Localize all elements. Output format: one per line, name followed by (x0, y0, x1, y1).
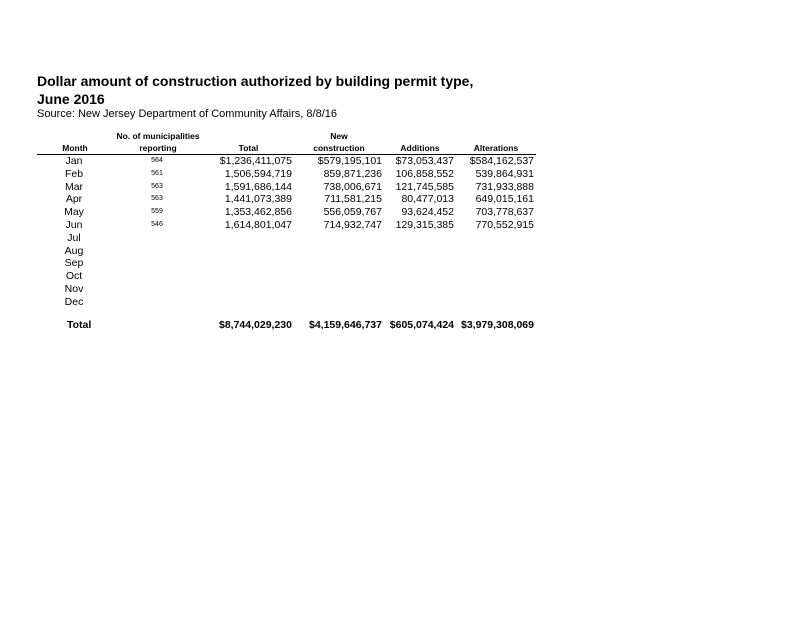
cell-alterations (456, 245, 536, 258)
cell-municipalities (113, 283, 203, 296)
cell-additions (384, 232, 456, 245)
header-blank (37, 130, 113, 142)
cell-total (203, 270, 294, 283)
cell-month: Jul (67, 231, 81, 244)
permit-table (37, 130, 536, 331)
cell-additions (384, 270, 456, 283)
table-row (37, 181, 536, 194)
cell-month: Nov (64, 282, 84, 295)
table-row (37, 193, 536, 206)
header-blank (456, 130, 536, 142)
total-row (37, 319, 536, 332)
cell-new-construction: 556,059,767 (323, 206, 382, 219)
table-row (37, 168, 536, 181)
cell-new-construction (294, 296, 384, 309)
cell-additions: 121,745,585 (395, 180, 454, 193)
cell-additions: 106,858,552 (395, 167, 454, 180)
cell-alterations: 770,552,915 (475, 218, 534, 231)
cell-total: $1,236,411,075 (219, 155, 292, 167)
cell-month: Oct (65, 270, 83, 283)
cell-additions (384, 257, 456, 270)
header-new-line2: construction (294, 142, 384, 155)
cell-municipalities (113, 270, 203, 283)
header-additions: Additions (384, 142, 456, 155)
cell-alterations (456, 257, 536, 270)
total-new-construction: $4,159,646,737 (309, 318, 382, 331)
cell-total: 1,591,686,144 (224, 180, 292, 193)
cell-alterations (456, 232, 536, 245)
cell-additions (384, 283, 456, 296)
total-total: $8,744,029,230 (219, 318, 292, 331)
spacer-row (37, 309, 536, 319)
table-row (37, 257, 536, 270)
cell-municipalities: 563 (151, 195, 163, 203)
cell-alterations (456, 270, 536, 283)
cell-new-construction (294, 270, 384, 283)
cell-additions: 93,624,452 (401, 206, 454, 219)
cell-municipalities: 564 (151, 157, 163, 164)
cell-total (203, 245, 294, 258)
cell-month: May (64, 206, 84, 219)
cell-new-construction: 859,871,236 (323, 167, 382, 180)
cell-total: 1,614,801,047 (224, 218, 292, 231)
cell-alterations: 731,933,888 (475, 180, 534, 193)
cell-alterations: 539,864,931 (475, 167, 534, 180)
cell-new-construction (294, 245, 384, 258)
cell-additions: 80,477,013 (401, 193, 454, 206)
cell-month: Aug (64, 244, 84, 257)
cell-new-construction (294, 283, 384, 296)
cell-month: Mar (64, 180, 84, 193)
header-municipalities-line2: reporting (113, 142, 203, 155)
header-municipalities-line1: No. of municipalities (116, 131, 200, 141)
spacer-cell (37, 309, 536, 319)
title-line-1: Dollar amount of construction authorized by building permit type, (37, 73, 474, 89)
cell-municipalities (113, 232, 203, 245)
cell-month: Dec (64, 295, 84, 308)
cell-new-construction (294, 232, 384, 245)
table-row (37, 296, 536, 309)
cell-month: Sep (64, 257, 84, 270)
cell-alterations: 703,778,637 (475, 206, 534, 219)
total-alterations: $3,979,308,069 (461, 318, 534, 331)
cell-total: 1,353,462,856 (224, 206, 292, 219)
cell-total (203, 232, 294, 245)
cell-additions (384, 296, 456, 309)
header-blank (384, 130, 456, 142)
cell-total (203, 296, 294, 309)
report-title (37, 72, 473, 108)
table-row (37, 206, 536, 219)
cell-month: Feb (64, 167, 84, 180)
total-municipalities (113, 319, 203, 332)
header-month: Month (37, 142, 113, 155)
cell-municipalities (113, 257, 203, 270)
cell-additions: 129,315,385 (395, 218, 454, 231)
header-blank (203, 130, 294, 142)
cell-alterations: $584,162,537 (469, 155, 534, 167)
cell-total (203, 257, 294, 270)
cell-total: 1,506,594,719 (224, 167, 292, 180)
header-row-1 (37, 130, 536, 142)
table-row (37, 155, 536, 168)
cell-new-construction: 711,581,215 (324, 193, 382, 206)
header-alterations: Alterations (456, 142, 536, 155)
cell-total: 1,441,073,389 (224, 193, 292, 206)
cell-municipalities: 561 (151, 169, 163, 177)
cell-municipalities: 546 (151, 220, 163, 228)
header-new-line1: New (330, 131, 348, 141)
table-row (37, 245, 536, 258)
cell-new-construction: 738,006,671 (323, 180, 382, 193)
header-row-2 (37, 142, 536, 155)
cell-alterations (456, 283, 536, 296)
table-row (37, 270, 536, 283)
cell-additions (384, 245, 456, 258)
source-note: Source: New Jersey Department of Community Affairs, 8/8/16 (37, 108, 337, 120)
cell-alterations: 649,015,161 (475, 193, 534, 206)
cell-month: Apr (65, 193, 83, 206)
header-total: Total (203, 142, 294, 155)
cell-new-construction (294, 257, 384, 270)
total-label: Total (67, 318, 92, 331)
cell-alterations (456, 296, 536, 309)
total-additions: $605,074,424 (389, 318, 454, 331)
cell-total (203, 283, 294, 296)
cell-municipalities (113, 245, 203, 258)
cell-month: Jun (65, 218, 83, 231)
title-line-2: June 2016 (37, 91, 105, 107)
cell-municipalities: 563 (151, 182, 163, 190)
table-row (37, 219, 536, 232)
table-row (37, 283, 536, 296)
cell-new-construction: 714,932,747 (323, 218, 382, 231)
cell-additions: $73,053,437 (395, 155, 454, 167)
cell-municipalities (113, 296, 203, 309)
cell-month: Jan (65, 155, 83, 167)
table-row (37, 232, 536, 245)
cell-new-construction: $579,195,101 (317, 155, 382, 167)
cell-municipalities: 559 (151, 208, 163, 216)
